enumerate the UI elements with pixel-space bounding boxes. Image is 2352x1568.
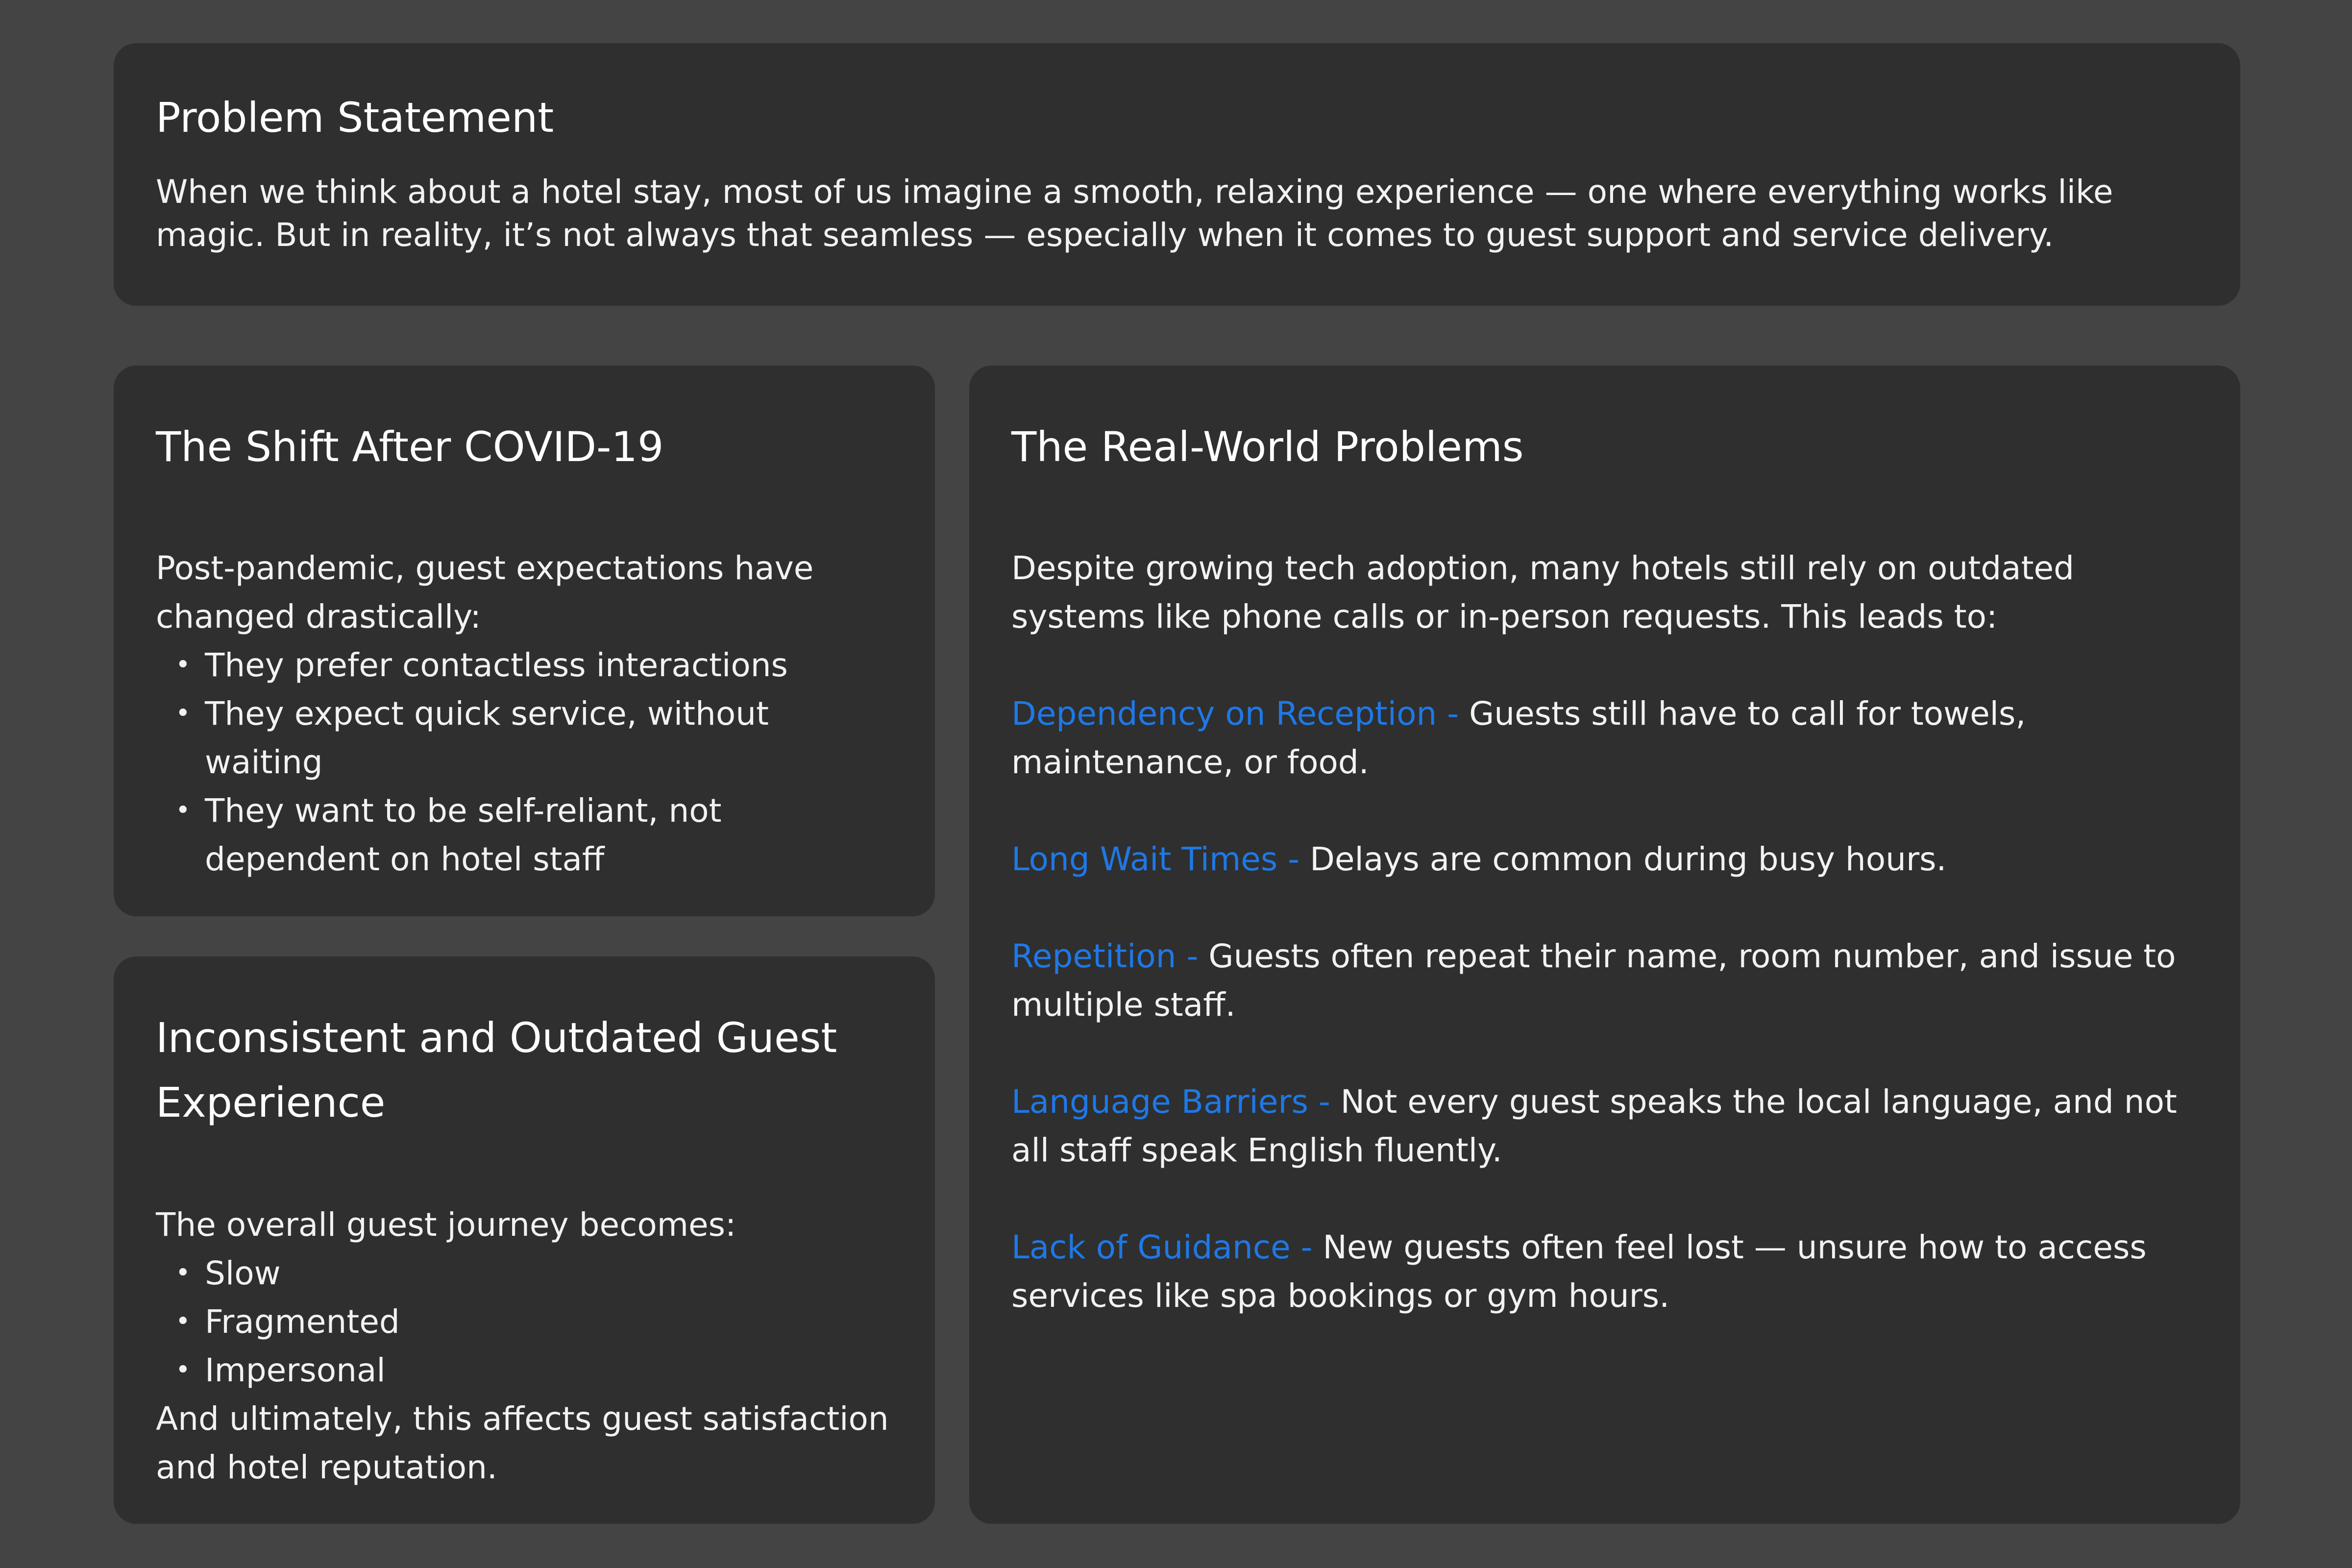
problem-item-label: Long Wait Times - — [1011, 840, 1310, 878]
problem-item-language — [1011, 1078, 2198, 1175]
list-item: • They expect quick service, without waiting — [205, 689, 893, 786]
real-world-problems-card — [969, 366, 2240, 1524]
problem-item-text: Guests still have to call for towels, maintenance, or food. — [1011, 695, 2026, 781]
problem-item-text: Delays are common during busy hours. — [1310, 840, 1947, 878]
real-world-problems-title: The Real-World Problems — [1011, 423, 1524, 471]
inconsistent-experience-title: Inconsistent and Outdated Guest Experience — [156, 1014, 837, 1127]
inconsistent-experience-intro: The overall guest journey becomes: — [156, 1206, 736, 1244]
problem-item-text: New guests often feel lost — unsure how to access services like spa bookings or gym hours. — [1011, 1228, 2147, 1315]
list-item: • They want to be self-reliant, not dependent on hotel staff — [205, 786, 893, 883]
list-item: • Slow — [205, 1249, 893, 1298]
inconsistent-experience-card — [114, 956, 935, 1524]
problem-item-repetition — [1011, 932, 2198, 1029]
list-item: • They prefer contactless interactions — [205, 641, 893, 689]
list-item: • Fragmented — [205, 1298, 893, 1346]
problem-item-wait-times — [1011, 835, 2198, 883]
problem-statement-title: Problem Statement — [156, 94, 554, 142]
problem-item-text: Not every guest speaks the local language, and not all staff speak English fluently. — [1011, 1083, 2177, 1169]
covid-expectations-list — [156, 641, 893, 883]
list-item: • Impersonal — [205, 1346, 893, 1395]
problem-item-label: Dependency on Reception - — [1011, 695, 1470, 733]
guest-journey-list — [156, 1249, 893, 1395]
problem-item-dependency — [1011, 689, 2198, 786]
problem-item-guidance — [1011, 1223, 2198, 1320]
problem-statement-card — [114, 43, 2240, 306]
inconsistent-experience-outro: And ultimately, this affects guest satisfaction and hotel reputation. — [156, 1400, 889, 1486]
problem-item-label: Lack of Guidance - — [1011, 1228, 1323, 1266]
problem-item-text: Guests often repeat their name, room number, and issue to multiple staff. — [1011, 937, 2176, 1024]
covid-shift-intro: Post-pandemic, guest expectations have changed drastically: — [156, 549, 814, 636]
problem-statement-text: When we think about a hotel stay, most of us imagine a smooth, relaxing experience — one where everything works like magic. But in reality, it’s not always that seamless — especially when it comes to guest support and service delivery. — [156, 173, 2113, 254]
covid-shift-title: The Shift After COVID-19 — [156, 423, 664, 471]
real-world-problems-intro: Despite growing tech adoption, many hotels still rely on outdated systems like phone calls or in-person requests. This leads to: — [1011, 549, 2074, 636]
problem-item-label: Language Barriers - — [1011, 1083, 1341, 1121]
covid-shift-card — [114, 366, 935, 916]
problem-item-label: Repetition - — [1011, 937, 1209, 975]
